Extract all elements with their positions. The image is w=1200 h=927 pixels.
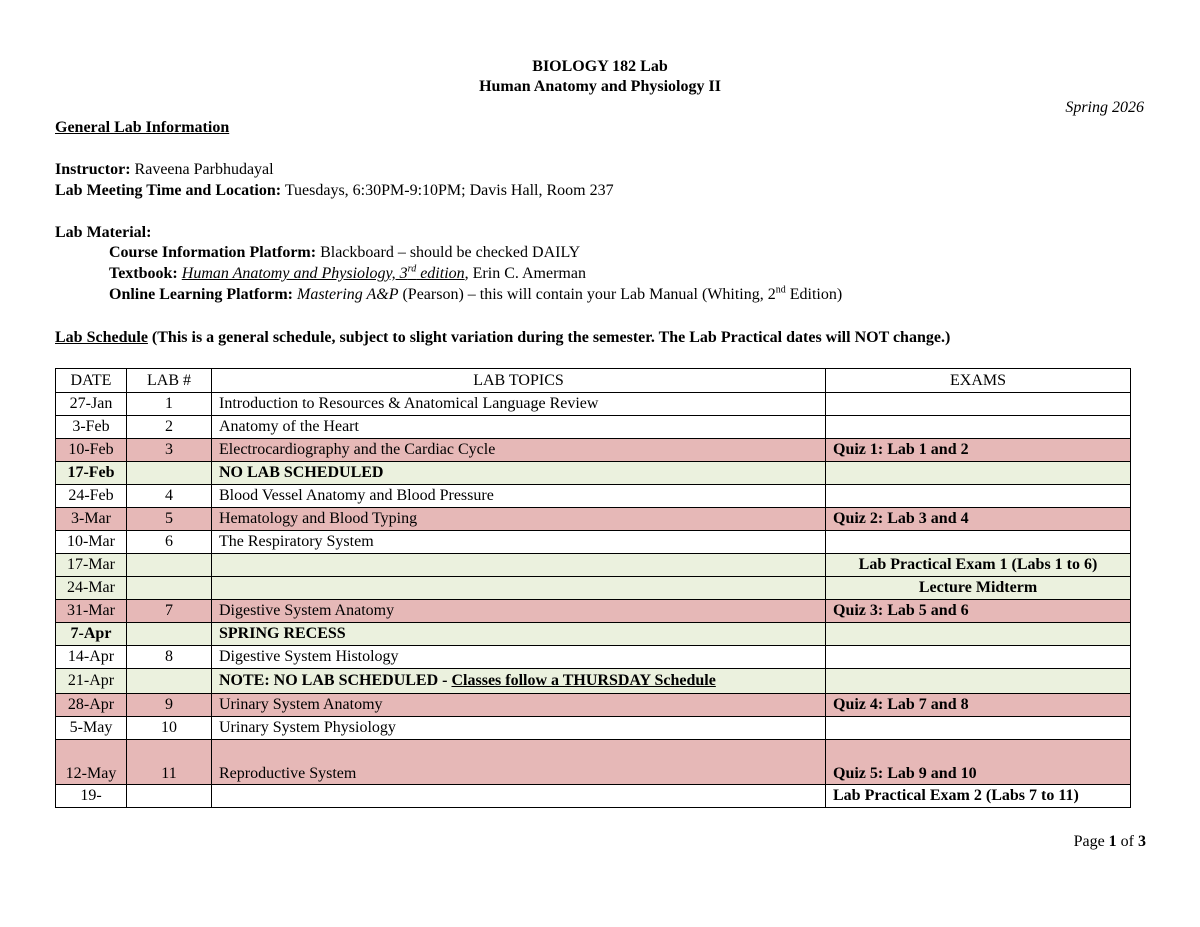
exam-cell: Lab Practical Exam 2 (Labs 7 to 11)	[826, 785, 1131, 808]
meeting-line: Lab Meeting Time and Location: Tuesdays, 6:30PM-9:10PM; Davis Hall, Room 237	[55, 182, 614, 199]
topic-cell: Electrocardiography and the Cardiac Cycle	[212, 439, 826, 462]
lab-schedule-table	[55, 368, 1131, 808]
lab-cell: 7	[127, 600, 212, 623]
table-row	[56, 577, 1131, 600]
exam-cell	[826, 393, 1131, 416]
date-cell: 24-Feb	[56, 485, 127, 508]
meeting-value: Tuesdays, 6:30PM-9:10PM; Davis Hall, Room 237	[284, 182, 614, 199]
exam-cell: Quiz 5: Lab 9 and 10	[826, 740, 1131, 785]
topic-cell: Reproductive System	[212, 740, 826, 785]
topic-cell: NOTE: NO LAB SCHEDULED - Classes follow a THURSDAY Schedule	[212, 669, 826, 694]
date-cell: 24-Mar	[56, 577, 127, 600]
textbook-title: Human Anatomy and Physiology, 3rd edition	[181, 263, 465, 282]
table-header-row	[56, 369, 1131, 393]
topic-cell: Introduction to Resources & Anatomical Language Review	[212, 393, 826, 416]
course-code: BIOLOGY 182 Lab	[532, 58, 668, 75]
table-row	[56, 554, 1131, 577]
lab-cell	[127, 462, 212, 485]
platform-value: Blackboard – should be checked DAILY	[320, 244, 581, 261]
date-cell: 3-Feb	[56, 416, 127, 439]
exam-cell: Lab Practical Exam 1 (Labs 1 to 6)	[826, 554, 1131, 577]
date-cell: 17-Mar	[56, 554, 127, 577]
lab-cell: 1	[127, 393, 212, 416]
textbook-author: , Erin C. Amerman	[464, 265, 586, 282]
topic-cell: Blood Vessel Anatomy and Blood Pressure	[212, 485, 826, 508]
table-row	[56, 600, 1131, 623]
topic-cell	[212, 577, 826, 600]
column-header-lab: LAB #	[127, 369, 212, 393]
topic-cell: NO LAB SCHEDULED	[212, 462, 826, 485]
topic-cell: Digestive System Anatomy	[212, 600, 826, 623]
topic-cell: Hematology and Blood Typing	[212, 508, 826, 531]
topic-cell	[212, 554, 826, 577]
column-header-date: DATE	[56, 369, 127, 393]
date-cell: 10-Mar	[56, 531, 127, 554]
exam-cell: Quiz 4: Lab 7 and 8	[826, 694, 1131, 717]
table-row	[56, 740, 1131, 785]
online-platform-line: Online Learning Platform: Mastering A&P (Pearson) – this will contain your Lab Manual (Whiting, 2nd Edition)	[109, 284, 843, 303]
topic-cell: Anatomy of the Heart	[212, 416, 826, 439]
textbook-line: Textbook: Human Anatomy and Physiology, 3rd edition, Erin C. Amerman	[109, 263, 586, 282]
column-header-topics: LAB TOPICS	[212, 369, 826, 393]
exam-cell	[826, 416, 1131, 439]
topic-cell: Urinary System Anatomy	[212, 694, 826, 717]
table-row	[56, 439, 1131, 462]
lab-cell	[127, 577, 212, 600]
lab-cell: 11	[127, 740, 212, 785]
term: Spring 2026	[1065, 99, 1144, 116]
column-header-exams: EXAMS	[826, 369, 1131, 393]
table-row	[56, 785, 1131, 808]
lab-cell	[127, 623, 212, 646]
lab-material-heading: Lab Material:	[55, 224, 152, 241]
exam-cell: Quiz 2: Lab 3 and 4	[826, 508, 1131, 531]
date-cell: 7-Apr	[56, 623, 127, 646]
exam-cell: Quiz 1: Lab 1 and 2	[826, 439, 1131, 462]
exam-cell: Lecture Midterm	[826, 577, 1131, 600]
online-platform-title: Mastering A&P	[296, 286, 399, 303]
topic-cell	[212, 785, 826, 808]
lab-cell: 9	[127, 694, 212, 717]
date-cell: 14-Apr	[56, 646, 127, 669]
date-cell: 19-	[56, 785, 127, 808]
table-row	[56, 694, 1131, 717]
lab-cell: 4	[127, 485, 212, 508]
lab-cell: 6	[127, 531, 212, 554]
topic-cell: SPRING RECESS	[212, 623, 826, 646]
exam-cell	[826, 462, 1131, 485]
date-cell: 10-Feb	[56, 439, 127, 462]
platform-line: Course Information Platform: Blackboard – should be checked DAILY	[109, 244, 581, 261]
lab-cell	[127, 785, 212, 808]
date-cell: 3-Mar	[56, 508, 127, 531]
table-row	[56, 508, 1131, 531]
lab-cell: 3	[127, 439, 212, 462]
schedule-heading: Lab Schedule (This is a general schedule, subject to slight variation during the semester. The Lab Practical dates will NOT change.)	[55, 329, 951, 346]
date-cell: 5-May	[56, 717, 127, 740]
general-info-heading: General Lab Information	[55, 119, 230, 136]
course-title: Human Anatomy and Physiology II	[479, 78, 721, 95]
topic-cell: The Respiratory System	[212, 531, 826, 554]
exam-cell	[826, 646, 1131, 669]
table-row	[56, 393, 1131, 416]
lab-cell: 5	[127, 508, 212, 531]
exam-cell	[826, 669, 1131, 694]
date-cell: 27-Jan	[56, 393, 127, 416]
exam-cell: Quiz 3: Lab 5 and 6	[826, 600, 1131, 623]
lab-cell	[127, 669, 212, 694]
lab-cell: 10	[127, 717, 212, 740]
instructor-line: Instructor: Raveena Parbhudayal	[55, 161, 274, 178]
exam-cell	[826, 485, 1131, 508]
table-row	[56, 646, 1131, 669]
lab-cell	[127, 554, 212, 577]
table-row	[56, 462, 1131, 485]
table-row	[56, 531, 1131, 554]
date-cell: 31-Mar	[56, 600, 127, 623]
topic-cell: Urinary System Physiology	[212, 717, 826, 740]
table-row	[56, 623, 1131, 646]
table-row	[56, 416, 1131, 439]
date-cell: 17-Feb	[56, 462, 127, 485]
table-row	[56, 485, 1131, 508]
lab-cell: 2	[127, 416, 212, 439]
instructor-name: Raveena Parbhudayal	[134, 161, 274, 178]
exam-cell	[826, 531, 1131, 554]
exam-cell	[826, 717, 1131, 740]
table-row	[56, 717, 1131, 740]
topic-cell: Digestive System Histology	[212, 646, 826, 669]
date-cell: 12-May	[56, 740, 127, 785]
date-cell: 28-Apr	[56, 694, 127, 717]
table-row	[56, 669, 1131, 694]
page-number: Page 1 of 3	[1073, 833, 1146, 850]
exam-cell	[826, 623, 1131, 646]
lab-cell: 8	[127, 646, 212, 669]
date-cell: 21-Apr	[56, 669, 127, 694]
